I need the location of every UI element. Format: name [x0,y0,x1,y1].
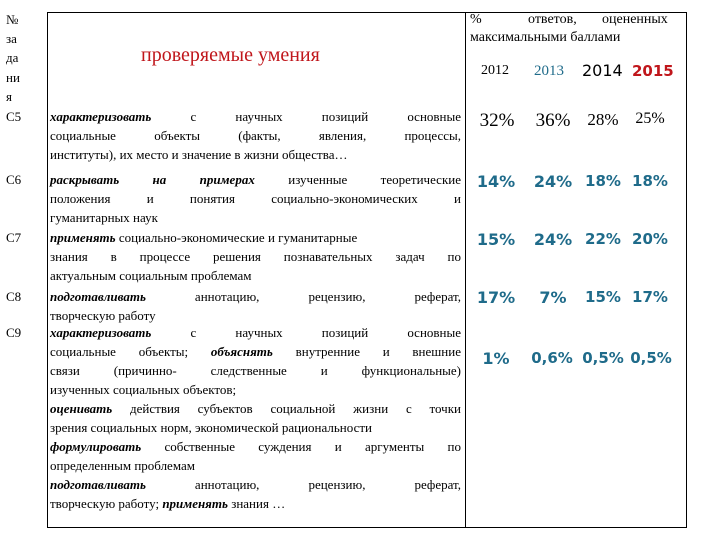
skill-line: формулировать собственные суждения и аргументы по [50,439,461,454]
row-id: С7 [6,230,22,245]
value-2014: 15% [585,288,621,306]
value-2014: 0,5% [582,349,624,367]
row-id: С6 [6,172,22,187]
skill-line: творческую работу [50,308,156,323]
value-2015: 25% [635,110,665,127]
skill-line: творческую работу; применять знания … [50,496,286,511]
header-num-line: № [6,12,19,27]
value-2015: 0,5% [630,349,672,367]
skill-line: применять социально-экономические и гуманитарные [50,230,358,245]
value-2013: 24% [533,230,573,249]
value-2013: 24% [533,172,573,191]
table-divider-middle [465,12,466,528]
skill-line: зрения социальных норм, экономической рациональности [50,420,372,435]
header-num-line: за [6,31,17,46]
row-id: С9 [6,325,22,340]
value-2012: 15% [476,230,516,249]
row-id: С8 [6,289,22,304]
skill-line: характеризовать с научных позиций основные [50,109,461,124]
header-percent-word2: ответов, [528,12,577,27]
skill-line: институты), их место и значение в жизни общества… [50,147,348,162]
header-percent-word3: оцененных [602,12,668,27]
value-2015: 17% [632,288,668,306]
value-2013: 7% [539,288,567,307]
year-2012: 2012 [481,63,509,78]
skill-line: социальные объекты (факты, явления, процессы, [50,128,461,143]
skill-line: определенным проблемам [50,458,195,473]
skill-line: оценивать действия субъектов социальной жизни с точки [50,401,461,416]
table-border-top [47,12,687,13]
value-2015: 20% [632,230,668,248]
value-2014: 18% [585,172,621,190]
value-2012: 32% [479,110,515,131]
table-border-left [47,12,48,528]
year-2013: 2013 [534,63,564,79]
year-2015: 2015 [632,62,674,80]
row-id: С5 [6,109,22,124]
header-title: проверяемые умения [141,44,320,66]
value-2014: 22% [585,230,621,248]
header-num-line: я [6,89,12,104]
value-2014: 28% [587,110,619,129]
year-2014: 2014 [582,61,623,80]
header-percent-word1: % [470,12,482,27]
value-2013: 36% [535,110,571,131]
skill-line: положения и понятия социально-экономических и [50,191,461,206]
skill-line: подготавливать аннотацию, рецензию, реферат, [50,289,461,304]
skill-line: раскрывать на примерах изученные теоретические [50,172,461,187]
value-2013: 0,6% [531,349,573,367]
skill-line: актуальным социальным проблемам [50,268,252,283]
skill-line: знания в процессе решения познавательных задач по [50,249,461,264]
skill-line: подготавливать аннотацию, рецензию, реферат, [50,477,461,492]
skill-line: связи (причинно- следственные и функциональные) [50,363,461,378]
table-border-bottom [47,527,687,528]
skill-line: гуманитарных наук [50,210,158,225]
skill-line: характеризовать с научных позиций основные [50,325,461,340]
table-border-right [686,12,687,528]
value-2012: 17% [476,288,516,307]
value-2015: 18% [632,172,668,190]
value-2012: 1% [482,349,510,368]
header-percent-line2: максимальными баллами [470,30,621,45]
skill-line: социальные объекты; объяснять внутренние и внешние [50,344,461,359]
value-2012: 14% [476,172,516,191]
skill-line: изученных социальных объектов; [50,382,237,397]
header-num-line: да [6,50,19,65]
header-num-line: ни [6,70,20,85]
